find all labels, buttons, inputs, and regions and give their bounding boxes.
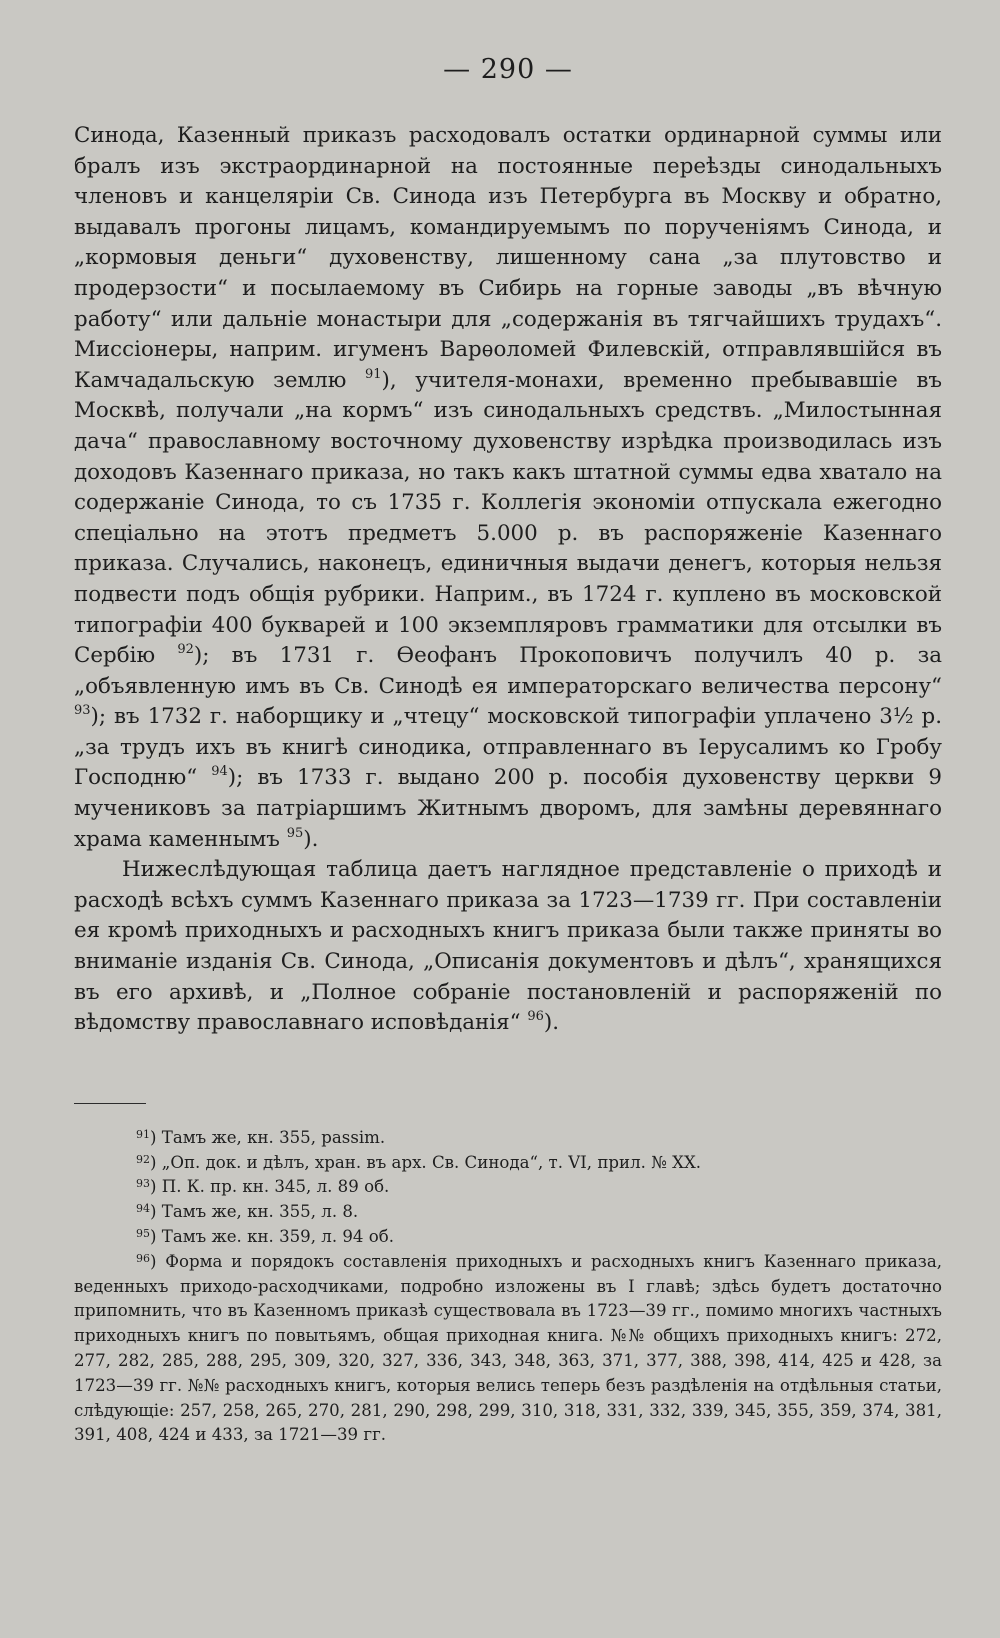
footnotes (74, 1126, 942, 1448)
paragraph-text: ); въ 1733 г. выдано 200 р. пособія духовенству церкви 9 мучениковъ за патріаршимъ Житнымъ дворомъ, для замѣны деревяннаго храма каменнымъ (74, 765, 942, 852)
footnote-number: 95 (136, 1227, 150, 1241)
footnote-92 (74, 1151, 942, 1176)
footnote-number: 93 (136, 1177, 150, 1191)
paragraph (74, 855, 942, 1039)
footnote-text: ) Тамъ же, кн. 355, passim. (150, 1127, 386, 1147)
paragraph-text: ); въ 1731 г. Ѳеофанъ Прокоповичъ получилъ 40 р. за „объявленную имъ въ Св. Синодѣ ея императорскаго величества персону“ (74, 643, 942, 699)
footnote-91 (74, 1126, 942, 1151)
footnote-96 (74, 1250, 942, 1448)
footnote-95 (74, 1225, 942, 1250)
footnote-number: 92 (136, 1152, 150, 1166)
footnote-text: ) П. К. пр. кн. 345, л. 89 об. (150, 1177, 390, 1197)
footnote-number: 91 (136, 1127, 150, 1141)
footnote-text: ) Тамъ же. кн. 359, л. 94 об. (150, 1227, 395, 1246)
footnote-number: 94 (136, 1202, 150, 1216)
footnote-ref: 93 (74, 703, 91, 719)
footnote-ref: 95 (286, 825, 304, 841)
footnote-ref: 96 (527, 1009, 544, 1025)
footnote-number: 96 (136, 1251, 150, 1265)
paragraph-text: ). (303, 826, 319, 852)
footnote-divider (74, 1103, 146, 1104)
paragraph-text: ), учителя-монахи, временно пребывавшіе въ Москвѣ, получали „на кормъ“ изъ синодальныхъ средствъ. „Милостынная дача“ православному восточному духовенству изрѣдка производилась изъ доходовъ Казеннаго приказа, но такъ какъ штатной суммы едва хватало на содержаніе Синода, то съ 1735 г. Коллегія экономіи отпускала ежегодно спеціально на этотъ предметъ 5.000 р. въ распоряженіе Казеннаго приказа. Случались, наконецъ, единичныя выдачи денегъ, которыя нельзя подвести подъ общія рубрики. Наприм., въ 1724 г. куплено въ московской типографіи 400 букварей и 100 экземпляровъ грамматики для отсылки въ Сербію (74, 367, 942, 669)
paragraph-text: Нижеслѣдующая таблица даетъ наглядное представленіе о приходѣ и расходѣ всѣхъ суммъ Казеннаго приказа за 1723—1739 гг. При составленіи ея кромѣ приходныхъ и расходныхъ книгъ приказа были также приняты во вниманіе изданія Св. Синода, „Описанія документовъ и дѣлъ“, хранящихся въ его архивѣ, и „Полное собраніе постановленій и распоряженій по вѣдомству православнаго исповѣданія“ (74, 857, 942, 1036)
footnote-93 (74, 1175, 942, 1200)
paragraph-text: ). (543, 1010, 560, 1036)
footnote-text: ) „Оп. док. и дѣлъ, хран. въ арх. Св. Синода“, т. VI, прил. № XX. (150, 1152, 702, 1172)
footnote-ref: 91 (364, 366, 382, 382)
paragraph-text: ); въ 1732 г. наборщику и „чтецу“ московской типографіи уплачено 3½ р. „за трудъ ихъ въ книгѣ синодика, отправленнаго въ Іерусалимъ ко Гробу Господню“ (74, 704, 942, 791)
main-text (74, 121, 942, 1039)
page-number: — 290 — (443, 54, 573, 85)
footnote-text: ) Тамъ же, кн. 355, л. 8. (150, 1202, 359, 1222)
paragraph (74, 121, 942, 855)
footnote-text: ) Форма и порядокъ составленія приходныхъ и расходныхъ книгъ Казеннаго приказа, веденныхъ приходо-расходчиками, подробно изложены въ I главѣ; здѣсь будетъ достаточно припомнить, что въ Казенномъ приказѣ существовала въ 1723—39 гг., помимо многихъ частныхъ приходныхъ книгъ по повытьямъ, общая приходная книга. №№ общихъ приходныхъ книгъ: 272, 277, 282, 285, 288, 295, 309, 320, 327, 336, 343, 348, 363, 371, 377, 388, 398, 414, 425 и 428, за 1723—39 гг. №№ расходныхъ книгъ, которыя велись теперь безъ раздѣленія на отдѣльныя статьи, слѣдующіе: 257, 258, 265, 270, 281, 290, 298, 299, 310, 318, 331, 332, 339, 345, 355, 359, 374, 381, 391, 408, 424 и 433, за 1721—39 гг. (74, 1251, 942, 1445)
footnote-94 (74, 1200, 942, 1225)
footnote-ref: 92 (177, 642, 194, 657)
footnote-ref: 94 (211, 764, 228, 780)
paragraph-text: Синода, Казенный приказъ расходовалъ остатки ординарной суммы или бралъ изъ экстраординарной на постоянные переѣзды синодальныхъ членовъ и канцеляріи Св. Синода изъ Петербурга въ Москву и обратно, выдавалъ прогоны лицамъ, командируемымъ по порученіямъ Синода, и „кормовыя деньги“ духовенству, лишенному сана „за плутовство и продерзости“ и посылаемому въ Сибирь на горные заводы „въ вѣчную работу“ или дальніе монастыри для „содержанія въ тягчайшихъ трудахъ“. Миссіонеры, наприм. игуменъ Варѳоломей Филевскій, отправлявшійся въ Камчадальскую землю (74, 123, 942, 393)
